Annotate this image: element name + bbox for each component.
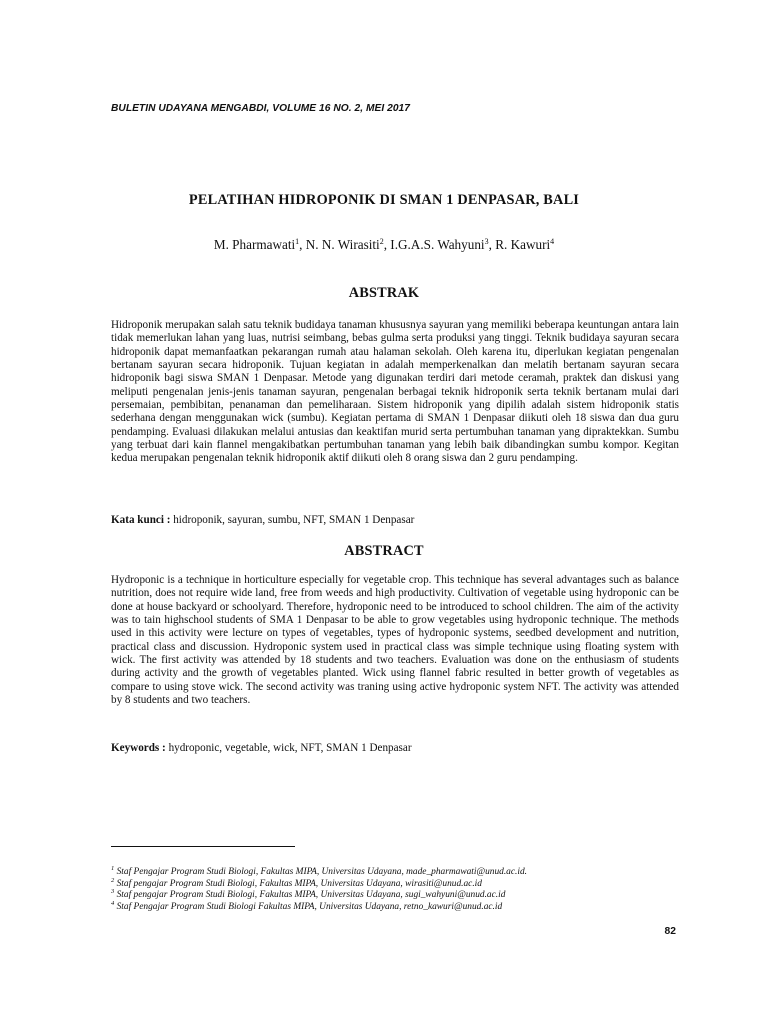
author-separator: ,	[488, 237, 496, 252]
footnote-number: 1	[111, 865, 115, 872]
footnote	[111, 890, 527, 902]
footnote	[111, 899, 527, 914]
footnote-number: 2	[111, 876, 115, 884]
footnote	[111, 876, 527, 891]
footnote-text: Staf Pengajar Program Studi Biologi, Fakultas MIPA, Universitas Udayana, made_pharmawati@unud.ac.id.	[116, 867, 528, 877]
abstract-body: Hydroponic is a technique in horticulture especially for vegetable crop. This technique has several advantages such as balance nutrition, does not require wide land, free from weeds and high productivity. Cultivation of vegetable using hydroponic can be done at house backyard or schoolyard. Therefore, hydroponic need to be introduced to school children. The aim of the activity was to tain highschool students of SMA 1 Denpasar to be able to grow vegetables using hydroponic technique. The methods used in this activity were lecture on types of vegetables, types of hydroponic systems, seedbed development and nutrition, practical class and discussion. Hydroponic system used in practical class was simple technique using floating system with wick. The first activity was attended by 18 students and two teachers. Evaluation was done on the enthusiasm of students during activity and the growth of vegetables planted. Wick using flannel fabric resulted in better growth of vegetables as compare to using stove wick. The second activity was traning using active hydroponic system NFT. The activity was attended by 8 students and two teachers.	[111, 574, 679, 707]
author-name: R. Kawuri	[495, 237, 551, 252]
author-separator: ,	[383, 237, 391, 252]
page-number: 82	[664, 926, 676, 937]
kata-kunci	[111, 514, 414, 526]
kata-kunci-label: Kata kunci :	[111, 514, 171, 526]
kata-kunci-list: hidroponik, sayuran, sumbu, NFT, SMAN 1 Denpasar	[170, 514, 415, 526]
author-separator: ,	[299, 237, 306, 252]
abstract-heading: ABSTRACT	[344, 543, 424, 559]
author-name: I.G.A.S. Wahyuni	[390, 237, 485, 252]
author-name: M. Pharmawati	[213, 237, 296, 252]
footnote-number: 3	[111, 888, 115, 896]
abstrak-heading: ABSTRAK	[348, 285, 420, 301]
paper-title: PELATIHAN HIDROPONIK DI SMAN 1 DENPASAR, BALI	[188, 192, 580, 208]
footnotes	[111, 867, 527, 913]
author-affiliation-mark: 3	[484, 237, 489, 246]
abstrak-body: Hidroponik merupakan salah satu teknik budidaya tanaman khususnya sayuran yang memiliki beberapa keuntungan antara lain tidak memerlukan lahan yang luas, nutrisi seimbang, bebas gulma serta produksi yang tinggi. Teknik budidaya sayuran secara hidroponik dapat memanfaatkan pekarangan rumah atau halaman sekolah. Oleh karena itu, diperlukan kegiatan pengenalan bertanam sayuran secara hidroponik. Tujuan kegiatan in adalah memperkenalkan dan melatih bertanam sayuran secara hidroponik bagi siswa SMAN 1 Denpasar. Metode yang digunakan terdiri dari metode ceramah, praktek dan diskusi yang meliputi pengenalan jenis-jenis tanaman sayuran, pengenalan berbagai teknik hidroponik serta teknik bertanam mulai dari persemaian, pembibitan, penanaman dan pemeliharaan. Sistem hidroponik yang dipilih adalah sistem hidroponik statis sederhana dengan menggunakan wick (sumbu). Kegiatan pertama di SMAN 1 Denpasar diikuti oleh 18 siswa dan dua guru pendamping. Evaluasi dilakukan melalui antusias dan keaktifan murid serta pertumbuhan tanaman yang dipraktekkan. Sumbu yang terbuat dari kain flannel mengakibatkan pertumbuhan tanaman yang lebih baik dibandingkan sumbu kompor. Kegitan kedua merupakan pengenalan teknik hidroponik aktif diikuti oleh 8 orang siswa dan 2 guru pendamping.	[111, 319, 679, 465]
footnote-number: 4	[111, 899, 115, 907]
journal-header: BULETIN UDAYANA MENGABDI, VOLUME 16 NO. 2, MEI 2017	[111, 103, 410, 114]
keywords-list: hydroponic, vegetable, wick, NFT, SMAN 1 Denpasar	[165, 742, 412, 754]
author-affiliation-mark: 4	[550, 237, 555, 246]
footnote-text: Staf Pengajar Program Studi Biologi Fakultas MIPA, Universitas Udayana, retno_kawuri@unud.ac.id	[116, 901, 503, 912]
author-list	[0, 237, 768, 253]
footnote	[111, 867, 527, 879]
footnote-divider	[111, 846, 295, 847]
keywords	[111, 742, 412, 754]
keywords-label: Keywords :	[111, 742, 166, 754]
author-affiliation-mark: 2	[379, 237, 384, 246]
footnote-text: Staf pengajar Program Studi Biologi, Fakultas MIPA, Universitas Udayana, wirasiti@unud.ac.id	[116, 878, 482, 889]
author-affiliation-mark: 1	[295, 237, 300, 246]
footnote-text: Staf pengajar Program Studi Biologi, Fakultas MIPA, Universitas Udayana, sugi_wahyuni@unud.ac.id	[116, 890, 506, 901]
author-name: N. N. Wirasiti	[305, 237, 380, 252]
